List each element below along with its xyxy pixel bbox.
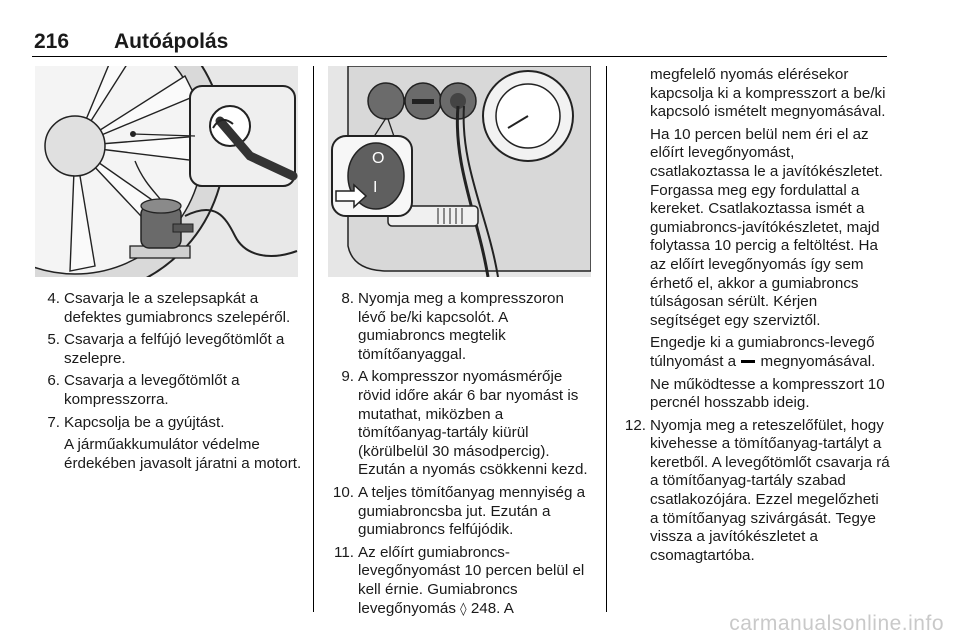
step-12: 12. Nyomja meg a reteszelőfület, hogy kivehesse a tömítőanyag-tartályt a keretből. A levegőtömlőt csavarja rá a tömítőanyag-tartály szabad csatlakozójára. Ezzel megelőzheti a tömítőanyag szivárgását. Tegye vissza a javítókészletet a csomagtartóba. [624,416,890,564]
watermark: carmanualsonline.info [729,612,944,635]
page-header [32,30,887,54]
release-pressure-note: Engedje ki a gumiabroncs-levegő túlnyomást a megnyomásával. [650,334,876,370]
pressure-not-reached-note: Ha 10 percen belül nem éri el az előírt levegőnyomást, csatlakoztassa le a javítókészletet. Forgassa meg egy fordulattal a kereket. Csatlakoztassa ismét a gumiabroncs-javítókészletet, majd folytassa 10 percig a feltöltést. Ha az előírt levegőnyomás így sem érhető el, akkor a gumiabroncs túlságosan sérült. Kérjen segítséget egy szerviztől. [650,125,883,329]
page-number: 216 [34,30,70,53]
column-divider-1 [313,66,314,612]
minus-button-icon [741,360,755,363]
right-column [620,66,890,569]
header-divider [32,56,887,57]
step-5-text: Csavarja a felfújó levegőtömlőt a szelepre. [64,331,285,367]
step-9-text: A kompresszor nyomásmérője rövid időre akár 6 bar nyomást is mutathat, miközben a tömítőanyag-tartály kiürül (körülbelül 30 másodpercig). Ezután a nyomás csökkenni kezd. [358,368,588,479]
valve-hose-illustration [35,66,298,277]
step-11-text: Az előírt gumiabroncs-levegőnyomást 10 percen belül el kell érnie. Gumiabroncs levegőnyomás [358,543,585,617]
battery-note: A járműakkumulátor védelme érdekében javasolt járatni a motort. [64,436,302,472]
duration-warning: Ne működtesse a kompresszort 10 percnél hosszabb ideig. [650,375,885,412]
step-8: 8. Nyomja meg a kompresszoron lévő be/ki kapcsolót. A gumiabroncs megtelik tömítőanyaggal. [341,290,564,363]
step-7: 7. Kapcsolja be a gyújtást. [47,413,225,431]
figure-valve-hose [35,66,298,277]
switch-off-label: O [372,150,385,167]
step-11-continued: megfelelő nyomás elérésekor kapcsolja ki a kompresszort a be/ki kapcsoló ismételt megnyomásával. [650,66,886,121]
step-8-text: Nyomja meg a kompresszoron lévő be/ki kapcsolót. A gumiabroncs megtelik tömítőanyaggal. [358,290,564,363]
left-column [40,290,302,477]
step-6-text: Csavarja a levegőtömlőt a kompresszorra. [64,372,240,408]
compressor-switch-illustration [328,66,591,277]
step-5: 5. Csavarja a felfújó levegőtömlőt a szelepre. [47,331,285,367]
switch-on-label: I [373,179,378,196]
step-11: 11. Az előírt gumiabroncs-levegőnyomást 10 percen belül el kell érnie. Gumiabroncs levegőnyomás ◊ 248. A [334,543,585,617]
step-11-text-after: 248. A [466,599,514,617]
figure-compressor-switch [328,66,591,277]
step-7-text: Kapcsolja be a gyújtást. [64,413,225,431]
step-12-text: Nyomja meg a reteszelőfület, hogy kivehesse a tömítőanyag-tartályt a keretből. A levegőtömlőt csavarja rá a tömítőanyag-tartály szabad csatlakozójára. Ezzel megelőzheti a tömítőanyag szivárgását. Tegye vissza a javítókészletet a csomagtartóba. [650,416,890,564]
middle-column [328,290,596,623]
step-4-text: Csavarja le a szelepsapkát a defektes gumiabroncs szelepéről. [64,290,291,326]
page-reference-arrow-icon[interactable]: ◊ [460,601,467,617]
step-10-text: A teljes tömítőanyag mennyiség a gumiabroncsba jut. Ezután a gumiabroncs felfújódik. [358,483,586,539]
step-10: 10. A teljes tömítőanyag mennyiség a gumiabroncsba jut. Ezután a gumiabroncs felfújódik. [332,483,586,539]
step-6: 6. Csavarja a levegőtömlőt a kompresszorra. [47,372,240,408]
page-title: Autóápolás [114,30,229,53]
column-divider-2 [606,66,607,612]
step-4: 4. Csavarja le a szelepsapkát a defektes gumiabroncs szelepéről. [47,290,291,326]
step-9: 9. A kompresszor nyomásmérője rövid időre akár 6 bar nyomást is mutathat, miközben a tömítőanyag-tartály kiürül (körülbelül 30 másodpercig). Ezután a nyomás csökkenni kezd. [341,368,588,479]
